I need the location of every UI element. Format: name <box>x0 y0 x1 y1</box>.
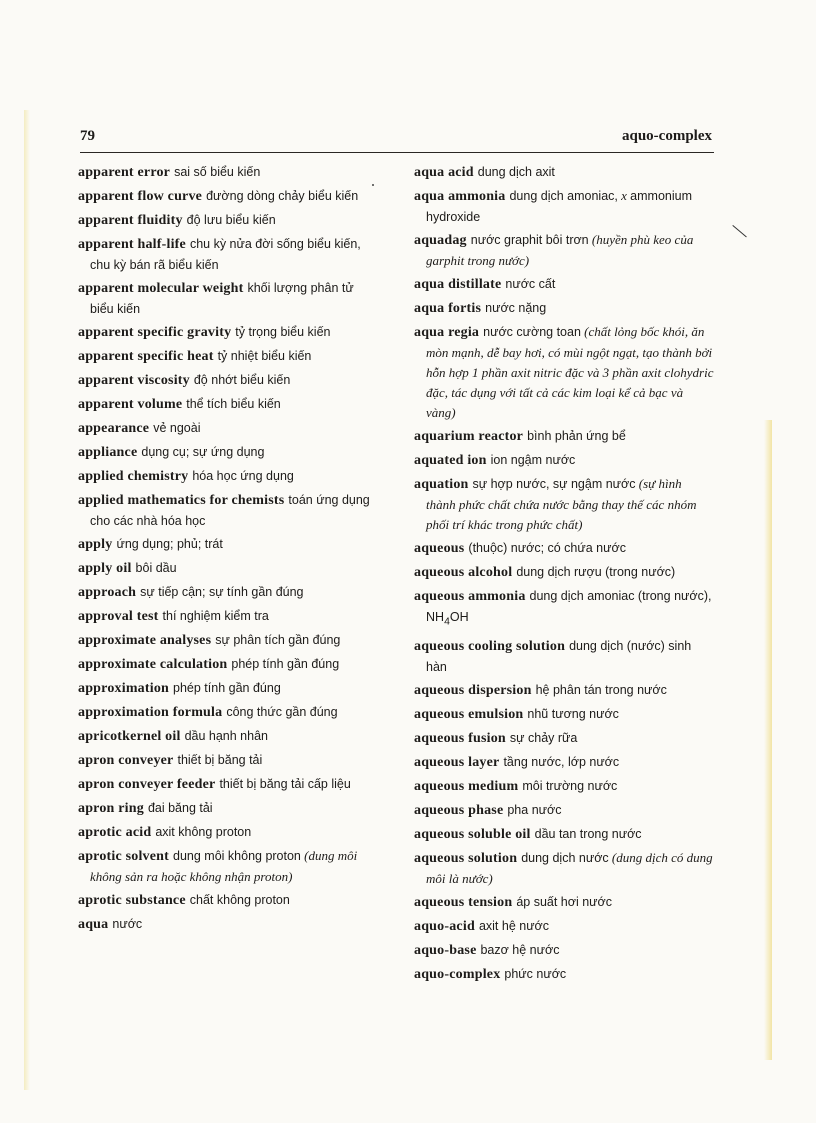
entry-note: x <box>621 188 627 203</box>
formula-tail: OH <box>449 610 469 624</box>
entry-term: apricotkernel oil <box>78 729 181 744</box>
entry-term: aqueous medium <box>414 778 519 794</box>
entry-definition: tầng nước, lớp nước <box>503 754 620 769</box>
entry-term: applied chemistry <box>78 469 189 484</box>
dictionary-entry <box>414 680 714 701</box>
entry-definition: môi trường nước <box>522 778 618 793</box>
entry-term: applied mathematics for chemists <box>78 493 285 508</box>
entry-term: aqueous fusion <box>414 730 506 746</box>
entry-term: apparent fluidity <box>78 213 183 228</box>
dictionary-entry <box>78 558 380 579</box>
entry-term: aprotic substance <box>78 893 186 908</box>
entry-definition: độ nhớt biểu kiến <box>193 373 291 387</box>
dictionary-entry <box>414 162 714 183</box>
entry-definition: dầu tan trong nước <box>534 826 642 841</box>
entry-definition: áp suất hơi nước <box>516 894 612 909</box>
dictionary-entry <box>78 654 380 675</box>
entry-term: aquation <box>414 477 469 492</box>
entry-term: apron conveyer feeder <box>78 777 216 792</box>
dictionary-entry <box>78 186 380 207</box>
entry-definition: bình phản ứng bể <box>527 429 626 443</box>
dictionary-entry <box>78 750 380 771</box>
entry-term: aprotic solvent <box>78 849 170 864</box>
entry-note: (sự hình thành phức chất chứa nước bằng thay thế các nhóm phối trí khác trong phức chất) <box>426 476 697 532</box>
chemical-formula <box>426 610 469 628</box>
dictionary-entry <box>414 800 714 821</box>
dictionary-entry <box>78 582 380 603</box>
entry-definition: (thuộc) nước; có chứa nước <box>468 541 626 555</box>
entry-term: aqua ammonia <box>414 189 506 204</box>
dictionary-entry <box>78 890 380 911</box>
dictionary-entry <box>78 466 380 487</box>
dictionary-entry <box>414 728 714 749</box>
dictionary-entry <box>78 914 380 935</box>
entry-term: approval test <box>78 609 159 624</box>
entry-term: aquadag <box>414 233 467 248</box>
entry-term: approximation <box>78 681 170 696</box>
entry-term: aquo-base <box>414 942 477 958</box>
entry-cross-reference: ammonium hydroxide <box>426 189 692 224</box>
entry-term: aqua acid <box>414 165 474 180</box>
entry-term: appliance <box>78 445 138 460</box>
entry-term: aquated ion <box>414 453 487 468</box>
entry-definition: thiết bị băng tải cấp liệu <box>219 777 351 791</box>
entry-definition: thiết bị băng tải <box>177 753 263 767</box>
entry-definition: dung dịch amoniac, <box>509 189 618 203</box>
dictionary-entry <box>414 322 714 423</box>
dictionary-entry <box>78 726 380 747</box>
dictionary-entry <box>414 776 714 797</box>
dictionary-entry <box>414 704 714 725</box>
entry-term: apply oil <box>78 561 132 576</box>
entry-definition: sai số biểu kiến <box>174 165 261 179</box>
entry-definition: tỷ trọng biểu kiến <box>235 325 331 339</box>
dictionary-entry <box>78 490 380 531</box>
entry-term: apparent flow curve <box>78 189 203 204</box>
dictionary-entry <box>78 370 380 391</box>
entry-definition: ion ngậm nước <box>490 453 576 467</box>
dictionary-entry <box>414 474 714 535</box>
dictionary-entry <box>78 846 380 887</box>
entry-term: apparent error <box>78 165 171 180</box>
entry-definition: phép tính gần đúng <box>173 681 281 695</box>
entry-definition: vẻ ngoài <box>153 421 201 435</box>
dictionary-entry <box>414 298 714 319</box>
entry-definition: nhũ tương nước <box>527 706 619 721</box>
page-number: 79 <box>80 128 95 144</box>
dictionary-entry <box>78 606 380 627</box>
formula-main: NH <box>426 610 445 624</box>
entry-definition: nước cất <box>505 277 556 291</box>
dictionary-entry <box>414 916 714 937</box>
entry-note: (dung môi không sản ra hoặc không nhận proton) <box>90 848 358 884</box>
entry-definition: đai băng tải <box>147 801 213 815</box>
entry-definition: tỷ nhiệt biểu kiến <box>217 349 312 363</box>
entry-term: aprotic acid <box>78 825 152 840</box>
entry-definition: sự chảy rữa <box>509 730 578 745</box>
dictionary-entry <box>78 278 380 319</box>
entry-term: aqueous dispersion <box>414 682 532 698</box>
dictionary-entry <box>78 774 380 795</box>
entry-term: approximate analyses <box>78 633 212 648</box>
entry-term: aqueous alcohol <box>414 565 513 580</box>
dictionary-entry <box>78 234 380 275</box>
entry-term: apparent specific gravity <box>78 325 232 340</box>
dictionary-entry <box>78 210 380 231</box>
entry-term: apparent viscosity <box>78 373 190 388</box>
entry-term: apparent volume <box>78 397 183 412</box>
entry-definition: bazơ hệ nước <box>480 942 560 957</box>
entry-definition: dung dịch nước <box>521 850 609 865</box>
dictionary-entry <box>414 426 714 447</box>
entry-definition: sự tiếp cận; sự tính gần đúng <box>140 585 304 599</box>
entry-term: aquo-complex <box>414 966 501 982</box>
entry-term: aqueous phase <box>414 802 504 818</box>
dictionary-entry <box>414 562 714 583</box>
entry-definition: đường dòng chảy biểu kiến <box>206 189 359 203</box>
entry-definition: dầu hạnh nhân <box>184 729 268 743</box>
entry-term: apparent molecular weight <box>78 281 244 296</box>
entry-term: aqueous tension <box>414 894 513 910</box>
entry-term: aqua <box>78 917 109 932</box>
dictionary-entry <box>414 752 714 773</box>
entry-definition: pha nước <box>507 802 562 817</box>
dictionary-entry <box>414 892 714 913</box>
dictionary-entry <box>78 394 380 415</box>
dictionary-entry <box>78 678 380 699</box>
entry-definition: dung dịch rượu (trong nước) <box>516 565 676 579</box>
entry-definition: phép tính gần đúng <box>231 657 340 671</box>
dictionary-entry <box>414 538 714 559</box>
page-shadow-right <box>764 420 772 1060</box>
entry-note: (huyền phù keo của garphit trong nước) <box>426 232 694 268</box>
formula-subscript: 4 <box>444 616 450 628</box>
running-head: aquo-complex <box>622 128 712 144</box>
entry-term: aquarium reactor <box>414 429 524 444</box>
entry-term: apparent specific heat <box>78 349 214 364</box>
dictionary-entry <box>414 636 714 677</box>
dictionary-entry <box>414 274 714 295</box>
entry-note: (dung dịch có dung môi là nước) <box>426 849 713 886</box>
entry-definition: khối lượng phân tử biểu kiến <box>90 281 354 316</box>
entry-term: approximate calculation <box>78 657 228 672</box>
entry-definition: axit không proton <box>155 825 252 839</box>
dictionary-entry <box>78 322 380 343</box>
entry-term: aqueous solution <box>414 850 518 866</box>
pen-mark <box>732 225 746 237</box>
dictionary-entry <box>78 442 380 463</box>
entry-term: approach <box>78 585 137 600</box>
entry-definition: thí nghiệm kiểm tra <box>162 609 269 623</box>
right-column <box>414 162 714 988</box>
entry-term: approximation formula <box>78 705 223 720</box>
header-rule <box>80 152 714 153</box>
entry-definition: thể tích biểu kiến <box>186 397 281 411</box>
entry-definition: nước graphit bôi trơn <box>470 233 589 247</box>
dictionary-entry <box>78 418 380 439</box>
entry-term: aqueous ammonia <box>414 589 526 604</box>
dictionary-entry <box>78 822 380 843</box>
dictionary-entry <box>414 230 714 271</box>
entry-definition: toán ứng dụng cho các nhà hóa học <box>90 493 370 528</box>
entry-definition: phức nước <box>504 966 567 981</box>
entry-term: apparent half-life <box>78 237 186 252</box>
entry-definition: axit hệ nước <box>478 918 550 933</box>
entry-term: aqueous <box>414 541 465 556</box>
entry-definition: dung môi không proton <box>173 849 301 863</box>
entry-definition: dung dịch axit <box>477 165 555 179</box>
dictionary-entry <box>78 162 380 183</box>
entry-definition: sự phân tích gần đúng <box>215 633 341 647</box>
dictionary-entry <box>78 702 380 723</box>
dictionary-entry <box>414 824 714 845</box>
dictionary-entry <box>78 346 380 367</box>
entry-term: aquo-acid <box>414 918 475 934</box>
entry-definition: hóa học ứng dụng <box>192 469 294 483</box>
page-shadow-left <box>24 110 30 1090</box>
entry-definition: hệ phân tán trong nước <box>535 682 667 697</box>
left-column <box>78 162 380 938</box>
entry-term: aqua regia <box>414 325 480 340</box>
entry-term: aqueous emulsion <box>414 706 524 722</box>
entry-term: aqua distillate <box>414 277 502 292</box>
entry-term: apply <box>78 537 113 552</box>
entry-term: apron ring <box>78 801 144 816</box>
dictionary-entry <box>414 848 714 889</box>
entry-definition: độ lưu biểu kiến <box>186 213 276 227</box>
entry-definition: nước <box>112 917 143 931</box>
entry-definition: dung dịch (nước) sinh hàn <box>426 638 692 674</box>
entry-definition: chu kỳ nửa đời sống biểu kiến, chu kỳ bán rã biểu kiến <box>90 237 361 272</box>
dictionary-entry <box>414 586 714 633</box>
entry-term: aqueous soluble oil <box>414 826 531 842</box>
page-header <box>80 128 712 152</box>
dictionary-entry <box>78 798 380 819</box>
entry-term: aqueous cooling solution <box>414 638 566 654</box>
dictionary-entry <box>414 450 714 471</box>
dictionary-entry <box>78 534 380 555</box>
entry-definition: nước nặng <box>485 301 547 315</box>
entry-term: appearance <box>78 421 150 436</box>
entry-term: aqueous layer <box>414 754 500 770</box>
entry-note: (chất lỏng bốc khói, ăn mòn mạnh, dễ bay hơi, có mùi ngột ngạt, tạo thành bởi hỗn hợp 1 phần axit nitric đặc và 3 phần axit clohydric đặc, tác dụng với tất cả các kim loại kể cả bạc và vàng) <box>426 324 714 420</box>
entry-definition: ứng dụng; phủ; trát <box>116 537 223 551</box>
entry-definition: chất không proton <box>189 893 290 907</box>
entry-definition: dung dịch amoniac (trong nước), <box>529 589 712 603</box>
entry-term: apron conveyer <box>78 753 174 768</box>
dictionary-entry <box>414 940 714 961</box>
dictionary-entry <box>414 964 714 985</box>
entry-definition: công thức gần đúng <box>226 705 338 719</box>
entry-definition: sự hợp nước, sự ngậm nước <box>472 477 636 491</box>
entry-definition: nước cường toan <box>483 325 581 339</box>
dictionary-entry <box>414 186 714 227</box>
entry-definition: bôi dầu <box>135 561 177 575</box>
entry-term: aqua fortis <box>414 301 482 316</box>
entry-definition: dụng cụ; sự ứng dụng <box>141 445 265 459</box>
dictionary-entry <box>78 630 380 651</box>
